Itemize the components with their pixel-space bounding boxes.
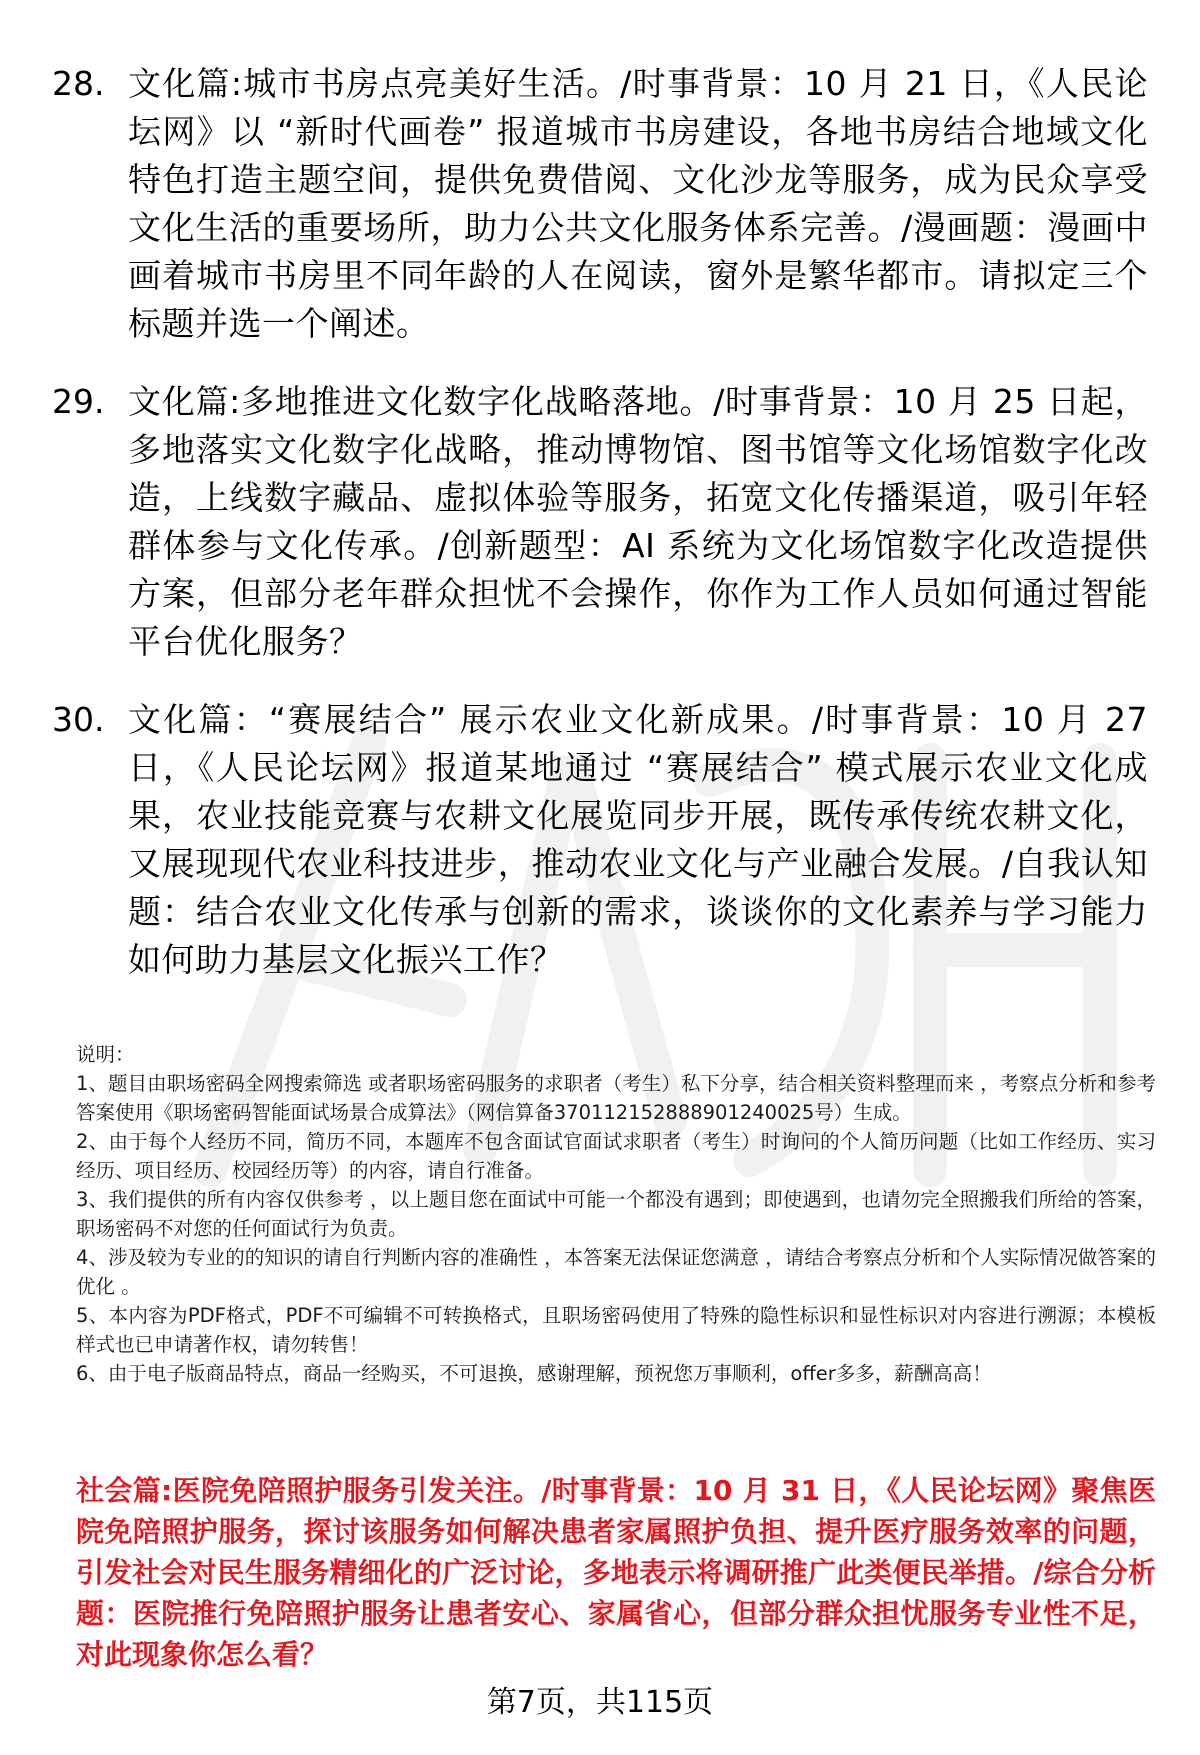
question-text: 文化篇:多地推进文化数字化战略落地。/时事背景：10 月 25 日起，多地落实文化数字化战略，推动博物馆、图书馆等文化场馆数字化改造，上线数字藏品、虚拟体验等服务，拓宽文化传播渠道，吸引年轻群体参与文化传承。/创新题型：AI 系统为文化场馆数字化改造提供方案，但部分老年群众担忧不会操作，你作为工作人员如何通过智能平台优化服务？ (128, 382, 1148, 661)
question-number: 29. (52, 382, 105, 421)
question-item (52, 696, 1152, 984)
question-item (52, 378, 1152, 666)
question-number: 28. (52, 64, 105, 103)
notes-title: 说明： (76, 1043, 135, 1066)
question-text: 文化篇:城市书房点亮美好生活。/时事背景：10 月 21 日，《人民论坛网》以 “新时代画卷” 报道城市书房建设，各地书房结合地域文化特色打造主题空间，提供免费借阅、文化沙龙等服务，成为民众享受文化生活的重要场所，助力公共文化服务体系完善。/漫画题：漫画中画着城市书房里不同年龄的人在阅读，窗外是繁华都市。请拟定三个标题并选一个阐述。 (128, 64, 1148, 343)
notes-section (76, 1040, 1156, 1388)
note-item: 1、题目由职场密码全网搜索筛选 或者职场密码服务的求职者（考生）私下分享，结合相关资料整理而来 ，考察点分析和参考答案使用《职场密码智能面试场景合成算法》（网信算备370112152888901240025号）生成。 (76, 1072, 1156, 1124)
note-item: 5、本内容为PDF格式，PDF不可编辑不可转换格式，且职场密码使用了特殊的隐性标识和显性标识对内容进行溯源；本模板样式也已申请著作权，请勿转售！ (76, 1304, 1156, 1356)
question-number: 30. (52, 700, 105, 739)
question-text: 文化篇：“赛展结合” 展示农业文化新成果。/时事背景：10 月 27 日，《人民论坛网》报道某地通过 “赛展结合” 模式展示农业文化成果，农业技能竞赛与农耕文化展览同步开展，既传承传统农耕文化，又展现现代农业科技进步，推动农业文化与产业融合发展。/自我认知题：结合农业文化传承与创新的需求，谈谈你的文化素养与学习能力如何助力基层文化振兴工作？ (128, 700, 1148, 979)
note-item: 6、由于电子版商品特点，商品一经购买，不可退换，感谢理解，预祝您万事顺利，offer多多，薪酬高高！ (76, 1362, 992, 1385)
question-list (52, 60, 1152, 1014)
note-item: 3、我们提供的所有内容仅供参考 ，以上题目您在面试中可能一个都没有遇到；即使遇到，也请勿完全照搬我们所给的答案，职场密码不对您的任何面试行为负责。 (76, 1188, 1156, 1240)
note-item: 4、涉及较为专业的的知识的请自行判断内容的准确性 ，本答案无法保证您满意 ，请结合考察点分析和个人实际情况做答案的优化 。 (76, 1246, 1156, 1298)
question-item (52, 60, 1152, 348)
social-question: 社会篇:医院免陪照护服务引发关注。/时事背景：10 月 31 日，《人民论坛网》聚焦医院免陪照护服务，探讨该服务如何解决患者家属照护负担、提升医疗服务效率的问题，引发社会对民生服务精细化的广泛讨论，多地表示将调研推广此类便民举措。/综合分析题：医院推行免陪照护服务让患者安心、家属省心，但部分群众担忧服务专业性不足，对此现象你怎么看？ (76, 1474, 1156, 1671)
note-item: 2、由于每个人经历不同，简历不同，本题库不包含面试官面试求职者（考生）时询问的个人简历问题（比如工作经历、实习经历、项目经历、校园经历等）的内容，请自行准备。 (76, 1130, 1156, 1182)
page-number: 第7页，共115页 (486, 1685, 714, 1720)
